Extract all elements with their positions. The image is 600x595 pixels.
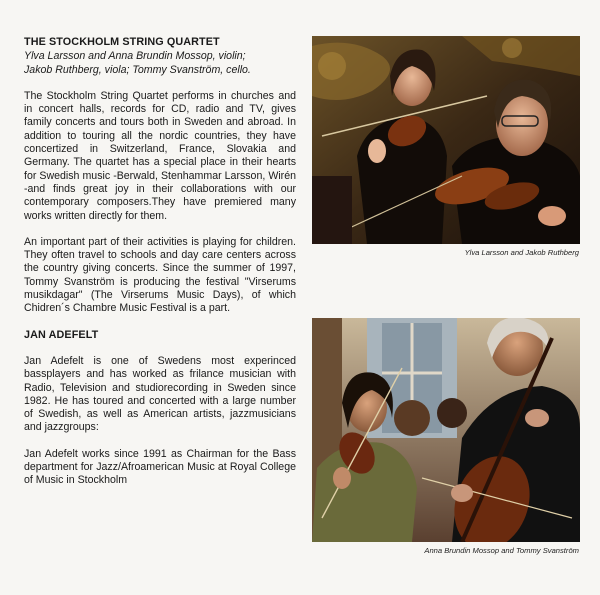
text-column bbox=[24, 36, 296, 488]
adefelt-paragraph-1: Jan Adefelt is one of Swedens most experinced bassplayers and has worked as frilance musician with Radio, Television and studiorecording in Sweden since 1982. He has toured and concerted with a large number of Swedish, as well as American artists, jazzmusicians and jazzgroups: bbox=[24, 354, 296, 434]
quartet-paragraph-1: The Stockholm String Quartet performs in churches and in concert halls, records for CD, radio and TV, gives family concerts and tours both in Sweden and abroad. In addition to touring all the nordic countries, they have concertized in Switzerland, France, Slovakia and Germany. The quartet has a special place in their hearts for Swedish music -Berwald, Stenhammar Larsson, Wirén -and finds great joy in their collaborations with our contemporary composers.They have premiered many works written directly for them. bbox=[24, 89, 296, 222]
photo-mossop-svanstrom-image bbox=[312, 318, 580, 542]
adefelt-paragraph-2: Jan Adefelt works since 1991 as Chairman for the Bass department for Jazz/Afroamerican Music at Royal College of Music in Stockholm bbox=[24, 447, 296, 487]
photo-larsson-ruthberg bbox=[312, 36, 580, 244]
quartet-heading: THE STOCKHOLM STRING QUARTET bbox=[24, 36, 220, 48]
adefelt-heading: JAN ADEFELT bbox=[24, 328, 99, 341]
photo2-caption: Anna Brundin Mossop and Tommy Svanström bbox=[424, 546, 579, 555]
members-line-1: Ylva Larsson and Anna Brundin Mossop, violin; bbox=[24, 50, 246, 63]
photo-mossop-svanstrom bbox=[312, 318, 580, 542]
quartet-members bbox=[24, 50, 296, 77]
photo1-caption: Ylva Larsson and Jakob Ruthberg bbox=[464, 248, 579, 257]
photo-larsson-ruthberg-image bbox=[312, 36, 580, 244]
quartet-paragraph-2: An important part of their activities is playing for children. They often travel to schools and day care centers across the country giving concerts. Since the summer of 1997, Tommy Svanström is producing the festival "Virserums musikdagar" (The Virserums Music Days), of which Chidren´s Chambre Music Festival is a part. bbox=[24, 235, 296, 315]
members-line-2: Jakob Ruthberg, viola; Tommy Svanström, cello. bbox=[24, 63, 251, 76]
